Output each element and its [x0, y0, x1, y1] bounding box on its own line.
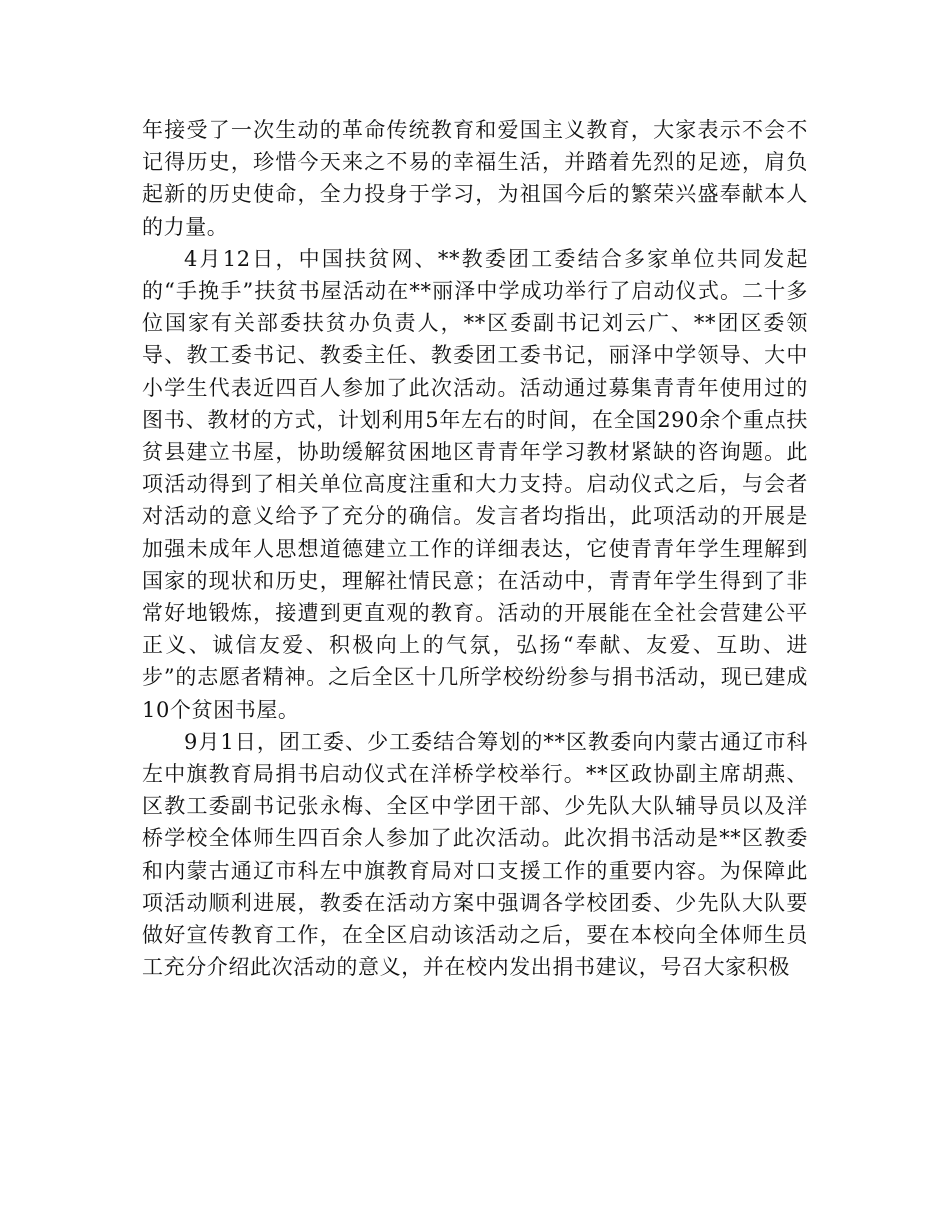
paragraph-april-12-book-house: 4月12日，中国扶贫网、**教委团工委结合多家单位共同发起的“手挽手”扶贫书屋活动在**丽泽中学成功举行了启动仪式。二十多位国家有关部委扶贫办负责人，**区委副书记刘云广、**团区委领导、教工委书记、教委主任、教委团工委书记，丽泽中学领导、大中小学生代表近四百人参加了此次活动。活动通过募集青青年使用过的图书、教材的方式，计划利用5年左右的时间，在全国290余个重点扶贫县建立书屋，协助缓解贫困地区青青年学习教材紧缺的咨询题。此项活动得到了相关单位高度注重和大力支持。启动仪式之后，与会者对活动的意义给予了充分的确信。发言者均指出，此项活动的开展是加强未成年人思想道德建立工作的详细表达，它使青青年学生理解到国家的现状和历史，理解社情民意；在活动中，青青年学生得到了非常好地锻炼，接遭到更直观的教育。活动的开展能在全社会营建公平正义、诚信友爱、积极向上的气氛，弘扬“奉献、友爱、互助、进步”的志愿者精神。之后全区十几所学校纷纷参与捐书活动，现已建成10个贫困书屋。 [142, 246, 808, 722]
paragraph-continuation: 年接受了一次生动的革命传统教育和爱国主义教育，大家表示不会不记得历史，珍惜今天来之不易的幸福生活，并踏着先烈的足迹，肩负起新的历史使命，全力投身于学习，为祖国今后的繁荣兴盛奉献本人的力量。 [142, 118, 808, 239]
document-body [142, 114, 808, 983]
paragraph-september-1-book-donation: 9月1日，团工委、少工委结合筹划的**区教委向内蒙古通辽市科左中旗教育局捐书启动仪式在洋桥学校举行。**区政协副主席胡燕、区教工委副书记张永梅、全区中学团干部、少先队大队辅导员以及洋桥学校全体师生四百余人参加了此次活动。此次捐书活动是**区教委和内蒙古通辽市科左中旗教育局对口支援工作的重要内容。为保障此项活动顺利进展，教委在活动方案中强调各学校团委、少先队大队要做好宣传教育工作，在全区启动该活动之后，要在本校向全体师生员工充分介绍此次活动的意义，并在校内发出捐书建议，号召大家积极 [142, 729, 808, 980]
